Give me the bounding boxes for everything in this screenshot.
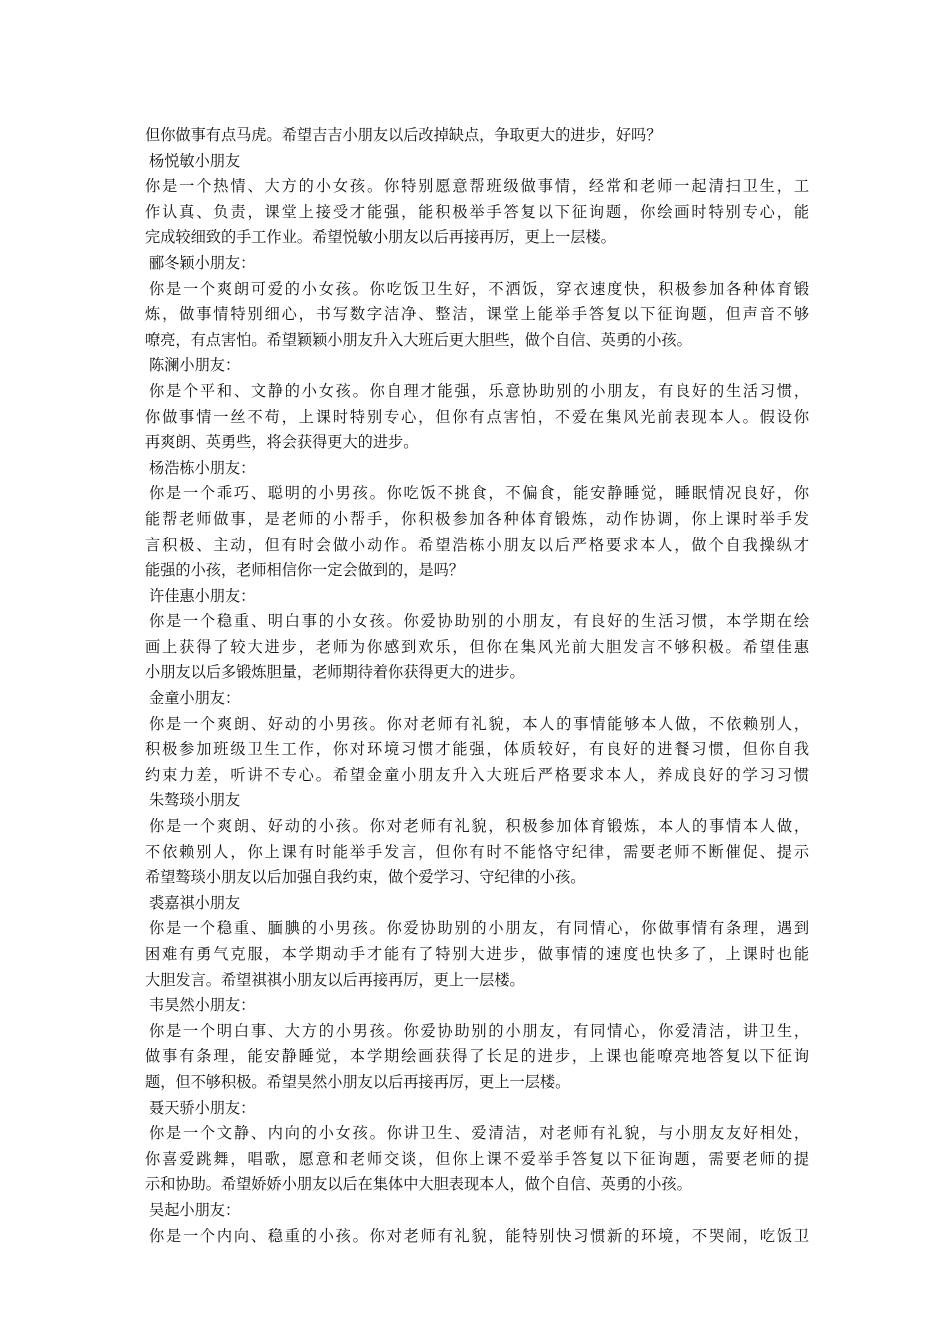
comment-text-line: 做事有条理，能安静睡觉，本学期绘画获得了长足的进步，上课也能嘹亮地答复以下征询	[145, 1047, 809, 1066]
student-name-heading: 金童小朋友：	[149, 689, 241, 708]
comment-text-line: 你是一个文静、内向的小女孩。你讲卫生、爱清洁，对老师有礼貌，与小朋友友好相处，	[149, 1124, 809, 1143]
comment-text-line: 嘹亮，有点害怕。希望颖颖小朋友升入大班后更大胆些，做个自信、英勇的小孩。	[145, 330, 692, 349]
comment-text-line: 你是一个爽朗、好动的小男孩。你对老师有礼貌，本人的事情能够本人做，不依赖别人，	[149, 714, 809, 733]
comment-text-line: 你喜爱跳舞，唱歌，愿意和老师交谈，但你上课不爱举手答复以下征询题，需要老师的提	[145, 1149, 809, 1168]
document-page	[145, 123, 809, 1249]
comment-text-line: 画上获得了较大进步，老师为你感到欢乐，但你在集风光前大胆发言不够积极。希望佳惠	[145, 637, 809, 656]
comment-text-line: 言积极、主动，但有时会做小动作。希望浩栋小朋友以后严格要求本人，做个自我操纵才	[145, 535, 809, 554]
comment-text-line: 但你做事有点马虎。希望吉吉小朋友以后改掉缺点，争取更大的进步，好吗？	[145, 126, 662, 144]
comment-text-line: 你是一个热情、大方的小女孩。你特别愿意帮班级做事情，经常和老师一起清扫卫生，工	[145, 177, 809, 196]
comment-text-line: 你是一个稳重、腼腆的小男孩。你爱协助别的小朋友，有同情心，你做事情有条理，遇到	[149, 919, 809, 938]
comment-text-line: 题，但不够积极。希望昊然小朋友以后再接再厉，更上一层楼。	[145, 1072, 571, 1091]
comment-text-line: 能帮老师做事，是老师的小帮手，你积极参加各种体育锻炼，动作协调，你上课时举手发	[145, 509, 809, 528]
comment-text-line: 你是一个稳重、明白事的小女孩。你爱协助别的小朋友，有良好的生活习惯，本学期在绘	[149, 612, 809, 631]
student-name-heading: 郦冬颖小朋友：	[149, 253, 256, 272]
comment-text-line: 示和协助。希望娇娇小朋友以后在集体中大胆表现本人，做个自信、英勇的小孩。	[145, 1175, 692, 1194]
comment-text-line: 炼，做事情特别细心，书写数字洁净、整洁，课堂上能举手答复以下征询题，但声音不够	[145, 305, 809, 324]
comment-text-line: 能强的小孩，老师相信你一定会做到的，是吗？	[145, 561, 464, 580]
student-name-heading: 许佳惠小朋友：	[149, 586, 256, 605]
student-name-heading: 吴起小朋友：	[149, 1200, 241, 1219]
comment-text-line: 你是个平和、文静的小女孩。你自理才能强，乐意协助别的小朋友，有良好的生活习惯，	[149, 381, 809, 400]
comment-text-line: 约束力差，听讲不专心。希望金童小朋友升入大班后严格要求本人，养成良好的学习习惯	[145, 765, 809, 784]
comment-text-line: 你是一个乖巧、聪明的小男孩。你吃饭不挑食，不偏食，能安静睡觉，睡眠情况良好，你	[149, 484, 809, 503]
comment-text-line: 再爽朗、英勇些，将会获得更大的进步。	[145, 433, 419, 452]
student-name-heading: 朱骜琰小朋友	[149, 791, 241, 810]
comment-text-line: 积极参加班级卫生工作，你对环境习惯才能强，体质较好，有良好的进餐习惯，但你自我	[145, 740, 809, 759]
comment-text-line: 不依赖别人，你上课有时能举手发言，但你有时不能恪守纪律，需要老师不断催促、提示	[145, 842, 809, 861]
student-name-heading: 聂天骄小朋友：	[149, 1098, 256, 1117]
comment-text-line: 作认真、负责，课堂上接受才能强，能积极举手答复以下征询题，你绘画时特别专心，能	[145, 202, 809, 221]
comment-text-line: 希望骜琰小朋友以后加强自我约束，做个爱学习、守纪律的小孩。	[145, 868, 586, 887]
comment-text-line: 你是一个爽朗、好动的小孩。你对老师有礼貌，积极参加体育锻炼，本人的事情本人做，	[149, 817, 809, 836]
comment-text-line: 你做事情一丝不苟，上课时特别专心，但你有点害怕，不爱在集风光前表现本人。假设你	[145, 407, 809, 426]
comment-text-line: 困难有勇气克服，本学期动手才能有了特别大进步，做事情的速度也快多了，上课时也能	[145, 945, 809, 963]
student-name-heading: 杨浩栋小朋友：	[149, 458, 256, 477]
comment-text-line: 大胆发言。希望祺祺小朋友以后再接再厉，更上一层楼。	[145, 970, 525, 989]
student-name-heading: 杨悦敏小朋友	[149, 151, 241, 170]
student-name-heading: 陈澜小朋友：	[149, 356, 241, 375]
student-name-heading: 韦昊然小朋友：	[149, 996, 256, 1015]
comment-text-line: 你是一个明白事、大方的小男孩。你爱协助别的小朋友，有同情心，你爱清洁，讲卫生，	[149, 1021, 809, 1040]
student-name-heading: 裘嘉祺小朋友	[149, 893, 241, 912]
comment-text-line: 你是一个内向、稳重的小孩。你对老师有礼貌，能特别快习惯新的环境，不哭闹，吃饭卫	[149, 1226, 809, 1245]
comment-text-line: 小朋友以后多锻炼胆量，老师期待着你获得更大的进步。	[145, 663, 525, 682]
comment-text-line: 完成较细致的手工作业。希望悦敏小朋友以后再接再厉，更上一层楼。	[145, 228, 616, 247]
comment-text-line: 你是一个爽朗可爱的小女孩。你吃饭卫生好，不洒饭，穿衣速度快，积极参加各种体育锻	[149, 279, 809, 298]
